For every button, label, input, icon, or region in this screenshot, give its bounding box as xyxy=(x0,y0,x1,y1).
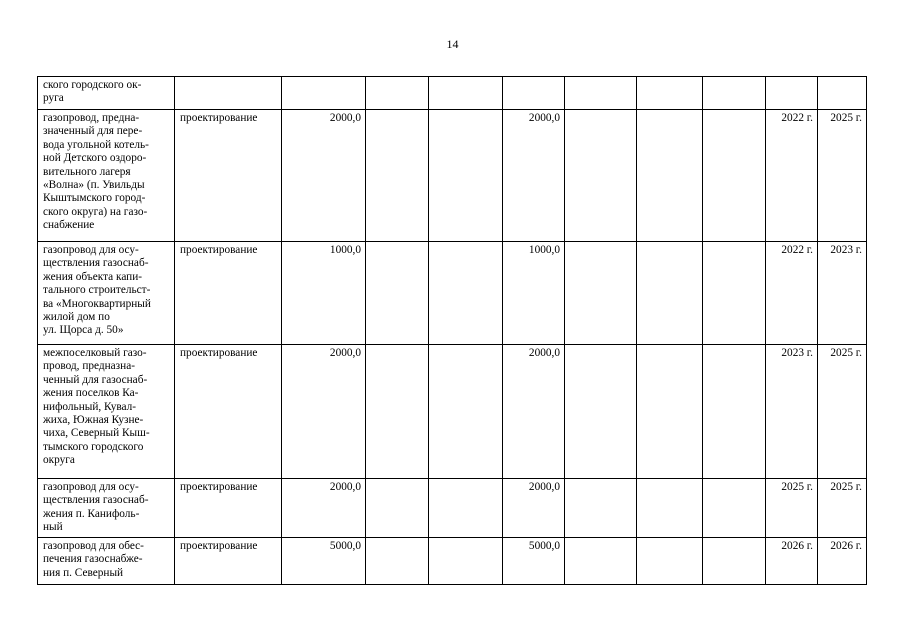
object-description-cell: газопровод для обес- печения газоснабже- ния п. Северный xyxy=(38,538,175,585)
amount-column-8-cell xyxy=(637,110,703,242)
total-amount-cell: 1000,0 xyxy=(282,242,366,345)
amount-column-7-cell xyxy=(565,110,637,242)
amount-column-5-cell xyxy=(429,242,503,345)
amount-column-6-cell: 2000,0 xyxy=(503,479,565,538)
amount-column-8-cell xyxy=(637,479,703,538)
amount-column-6-cell: 2000,0 xyxy=(503,110,565,242)
amount-column-7-cell xyxy=(565,345,637,479)
amount-column-5-cell xyxy=(429,77,503,110)
amount-column-6-cell: 2000,0 xyxy=(503,345,565,479)
work-type-cell: проектирование xyxy=(175,538,282,585)
end-year-cell: 2025 г. xyxy=(818,110,867,242)
start-year-cell xyxy=(766,77,818,110)
amount-column-8-cell xyxy=(637,242,703,345)
end-year-cell: 2025 г. xyxy=(818,479,867,538)
amount-column-5-cell xyxy=(429,345,503,479)
table-row xyxy=(38,479,867,538)
start-year-cell: 2022 г. xyxy=(766,242,818,345)
object-description-cell: межпоселковый газо- провод, предназна- ченный для газоснаб- жения поселков Ка- нифольный, Кувал- жиха, Южная Кузне- чиха, Северный Кыш- тымского городского округа xyxy=(38,345,175,479)
amount-column-9-cell xyxy=(703,479,766,538)
amount-column-5-cell xyxy=(429,110,503,242)
amount-column-6-cell: 1000,0 xyxy=(503,242,565,345)
table-row xyxy=(38,110,867,242)
amount-column-4-cell xyxy=(366,77,429,110)
start-year-cell: 2023 г. xyxy=(766,345,818,479)
amount-column-8-cell xyxy=(637,345,703,479)
total-amount-cell: 2000,0 xyxy=(282,479,366,538)
amount-column-7-cell xyxy=(565,242,637,345)
start-year-cell: 2025 г. xyxy=(766,479,818,538)
amount-column-6-cell: 5000,0 xyxy=(503,538,565,585)
object-description-cell: газопровод для осу- ществления газоснаб- жения объекта капи- тального строительст- ва «Многоквартирный жилой дом по ул. Щорса д. 50» xyxy=(38,242,175,345)
amount-column-9-cell xyxy=(703,345,766,479)
end-year-cell xyxy=(818,77,867,110)
total-amount-cell: 2000,0 xyxy=(282,110,366,242)
amount-column-9-cell xyxy=(703,242,766,345)
object-description-cell: газопровод для осу- ществления газоснаб- жения п. Канифоль- ный xyxy=(38,479,175,538)
end-year-cell: 2023 г. xyxy=(818,242,867,345)
amount-column-6-cell xyxy=(503,77,565,110)
amount-column-4-cell xyxy=(366,479,429,538)
amount-column-9-cell xyxy=(703,538,766,585)
work-type-cell: проектирование xyxy=(175,110,282,242)
amount-column-8-cell xyxy=(637,538,703,585)
start-year-cell: 2026 г. xyxy=(766,538,818,585)
amount-column-8-cell xyxy=(637,77,703,110)
amount-column-4-cell xyxy=(366,110,429,242)
work-type-cell xyxy=(175,77,282,110)
amount-column-4-cell xyxy=(366,345,429,479)
amount-column-7-cell xyxy=(565,77,637,110)
table-row xyxy=(38,242,867,345)
table-row xyxy=(38,77,867,110)
amount-column-9-cell xyxy=(703,77,766,110)
work-type-cell: проектирование xyxy=(175,345,282,479)
work-type-cell: проектирование xyxy=(175,479,282,538)
table-row xyxy=(38,345,867,479)
amount-column-9-cell xyxy=(703,110,766,242)
total-amount-cell xyxy=(282,77,366,110)
end-year-cell: 2026 г. xyxy=(818,538,867,585)
amount-column-5-cell xyxy=(429,479,503,538)
amount-column-4-cell xyxy=(366,538,429,585)
object-description-cell: ского городского ок- руга xyxy=(38,77,175,110)
total-amount-cell: 5000,0 xyxy=(282,538,366,585)
amount-column-7-cell xyxy=(565,479,637,538)
start-year-cell: 2022 г. xyxy=(766,110,818,242)
end-year-cell: 2025 г. xyxy=(818,345,867,479)
amount-column-5-cell xyxy=(429,538,503,585)
investment-program-table xyxy=(37,76,867,585)
object-description-cell: газопровод, предна- значенный для пере- вода угольной котель- ной Детского оздоро- вительного лагеря «Волна» (п. Увильды Кыштымского город- ского округа) на газо- снабжение xyxy=(38,110,175,242)
page-number: 14 xyxy=(446,37,459,51)
table-row xyxy=(38,538,867,585)
work-type-cell: проектирование xyxy=(175,242,282,345)
amount-column-7-cell xyxy=(565,538,637,585)
total-amount-cell: 2000,0 xyxy=(282,345,366,479)
amount-column-4-cell xyxy=(366,242,429,345)
